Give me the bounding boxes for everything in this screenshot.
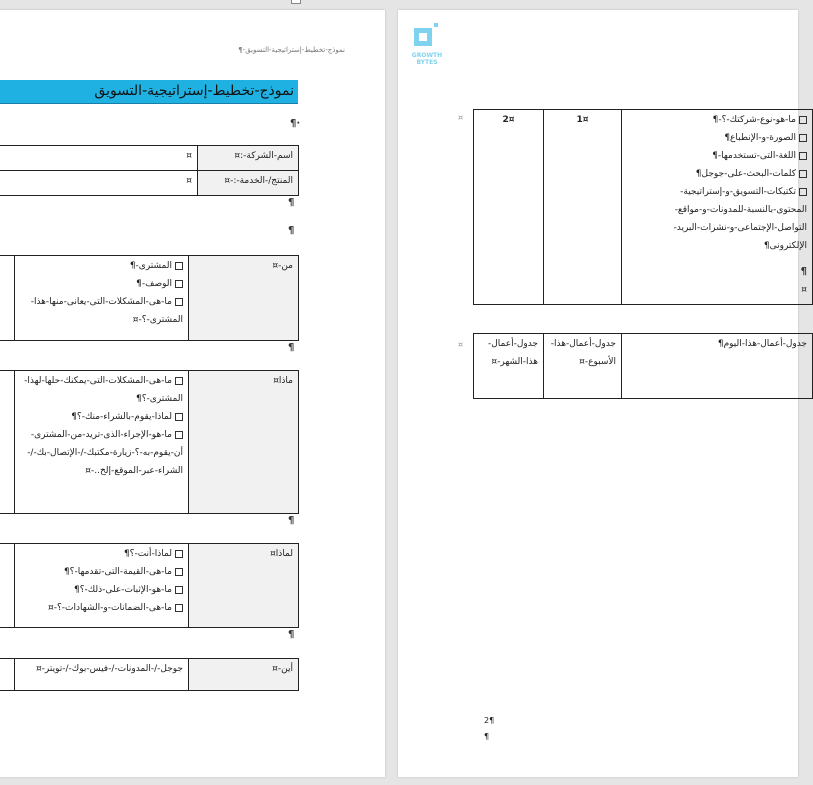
today-label: جدول-أعمال-هذا-اليوم¶	[717, 339, 807, 349]
pilcrow: ¶	[288, 342, 295, 353]
column-2[interactable]: 2¤	[474, 110, 544, 305]
what-table	[0, 370, 299, 514]
plan-item: اللغة-التى-تستخدمها-¶	[712, 151, 796, 161]
page-number: 2¶	[484, 716, 495, 725]
who-item: المشترى-¶	[129, 261, 172, 271]
logo-text: GROWTH	[411, 52, 443, 59]
plan-item: تكتيكات-التسويق-و-إستراتيجية-المحتوى-بالنسبة-للمدونات-و-مواقع-التواصل-الإجتماعى-و-نشرات-البريد-الإلكترونى¶	[673, 187, 807, 251]
checkbox-icon	[175, 262, 183, 270]
what-label: ماذا¤	[189, 371, 299, 514]
logo-icon	[411, 22, 441, 48]
what-item: ما-هو-الإجراء-الذى-تريد-من-المشترى-أن-يقوم-به-؟-زيارة-مكتبك-/-الإتصال-بك-/-الشراء-عبر-الموقع-إلخ..-¤	[27, 430, 183, 476]
growth-bytes-logo	[411, 22, 443, 66]
week-agenda[interactable]: جدول-أعمال-هذا-الأسبوع-¤	[544, 334, 622, 399]
where-extra-cell[interactable]	[0, 659, 15, 691]
checkbox-icon	[175, 586, 183, 594]
company-table	[0, 145, 299, 196]
document-page-2	[398, 10, 807, 777]
what-item: ما-هى-المشكلات-التى-يمكنك-حلها-لهذا-المشترى-؟¶	[24, 376, 183, 404]
why-table	[0, 543, 299, 628]
plan-item: كلمات-البحث-على-جوجل¶	[695, 169, 796, 179]
checkbox-icon	[799, 170, 807, 178]
checkbox-icon	[175, 550, 183, 558]
plan-item: ما-هو-نوع-شركتك-؟-¶	[712, 115, 796, 125]
what-extra-cell[interactable]	[0, 371, 15, 514]
pilcrow: ¶	[288, 225, 295, 236]
pilcrow: ¶	[288, 197, 295, 208]
company-name-value[interactable]: ¤	[0, 146, 198, 171]
product-label: المنتج/-الخدمة-:-¤	[198, 171, 299, 196]
who-extra-cell[interactable]	[0, 256, 15, 341]
who-items[interactable]	[15, 256, 189, 341]
plan-items[interactable]	[622, 110, 813, 305]
checkbox-icon	[175, 604, 183, 612]
why-item: ما-هى-القيمة-التى-تقدمها-؟¶	[63, 567, 172, 577]
who-label: من-¤	[189, 256, 299, 341]
document-page-1	[0, 10, 385, 777]
pilcrow: ¶	[484, 732, 490, 741]
why-item: ما-هى-الضمانات-و-الشهادات-؟-¤	[47, 603, 172, 613]
who-item: ما-هى-المشكلات-التى-يعانى-منها-هذا-المشترى-؟-¤	[30, 297, 183, 325]
pilcrow: ¶	[288, 629, 295, 640]
pilcrow: ¶	[288, 515, 295, 526]
what-items[interactable]	[15, 371, 189, 514]
column-1[interactable]: 1¤	[544, 110, 622, 305]
checkbox-icon	[175, 377, 183, 385]
checkbox-icon	[175, 568, 183, 576]
where-label: أين-¤	[189, 659, 299, 691]
agenda-table	[473, 333, 813, 399]
why-items[interactable]	[15, 544, 189, 628]
pilcrow: ¶	[800, 266, 807, 277]
logo-text: BYTES	[416, 59, 438, 66]
checkbox-icon	[175, 431, 183, 439]
why-extra-cell[interactable]	[0, 544, 15, 628]
plan-item: الصورة-و-الإنطباع¶	[724, 133, 796, 143]
plan-table	[473, 109, 813, 305]
why-label: لماذا¤	[189, 544, 299, 628]
company-name-label: اسم-الشركة-:¤	[198, 146, 299, 171]
why-item: لماذا-أنت-؟¶	[123, 549, 172, 559]
checkbox-icon	[175, 298, 183, 306]
pilcrow: ¶·	[290, 118, 301, 129]
row-mark: ¤	[458, 113, 464, 122]
where-table	[0, 658, 299, 691]
who-table	[0, 255, 299, 341]
who-item: الوصف-¶	[136, 279, 172, 289]
checkbox-icon	[799, 152, 807, 160]
why-item: ما-هو-الإثبات-على-ذلك-؟¶	[74, 585, 172, 595]
resize-handle[interactable]	[291, 0, 301, 4]
checkbox-icon	[799, 188, 807, 196]
checkbox-icon	[175, 280, 183, 288]
row-mark: ¤	[458, 340, 464, 349]
checkbox-icon	[175, 413, 183, 421]
month-agenda[interactable]: جدول-أعمال-هذا-الشهر-¤	[474, 334, 544, 399]
today-agenda[interactable]	[622, 334, 813, 399]
where-value[interactable]: جوجل-/-المدونات-/-فيس-بوك-/-تويتر-¤	[15, 659, 189, 691]
checkbox-icon	[799, 116, 807, 124]
what-item: لماذا-يقوم-بالشراء-منك-؟¶	[71, 412, 172, 422]
product-value[interactable]: ¤	[0, 171, 198, 196]
cell-end: ¤	[801, 285, 807, 295]
document-title[interactable]: نموذج-تخطيط-إستراتيجية-التسويق	[0, 80, 298, 104]
page-header: نموذج-تخطيط-إستراتيجية-التسويق-¶	[238, 46, 345, 54]
checkbox-icon	[799, 134, 807, 142]
